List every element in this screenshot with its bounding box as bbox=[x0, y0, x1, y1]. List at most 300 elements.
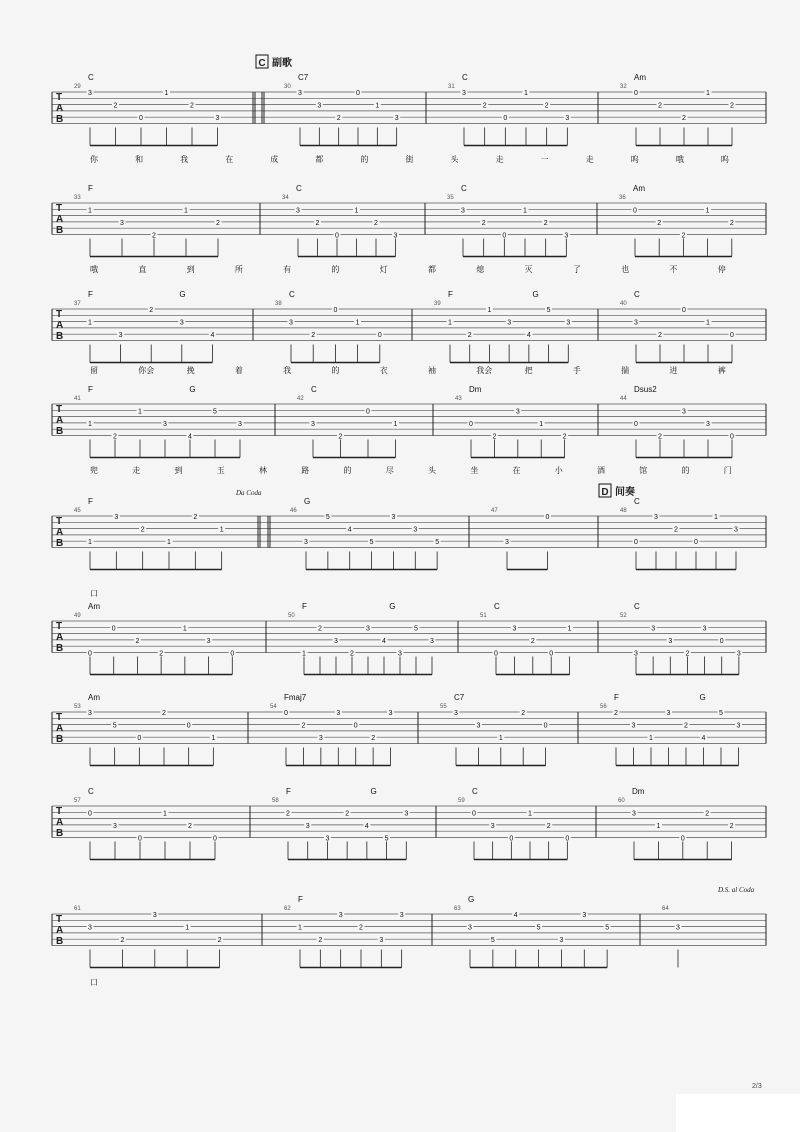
tab-clef-letter: A bbox=[56, 527, 64, 538]
fret-number: 0 bbox=[111, 625, 116, 633]
measure-number: 50 bbox=[288, 613, 295, 619]
lyric-character: 把 bbox=[524, 366, 533, 375]
fret-number: 0 bbox=[634, 539, 638, 547]
fret-number: 3 bbox=[338, 912, 343, 919]
fret-number: 5 bbox=[605, 924, 610, 932]
chord-name: G bbox=[532, 290, 539, 299]
lyric-character: 路 bbox=[301, 466, 310, 475]
fret-number: 1 bbox=[185, 924, 190, 932]
tab-clef-letter: T bbox=[56, 309, 63, 320]
fret-number: 3 bbox=[296, 207, 300, 215]
measure-number: 37 bbox=[74, 301, 81, 307]
section-title: 间奏 bbox=[615, 487, 635, 498]
fret-number: 0 bbox=[694, 539, 698, 547]
tab-clef-letter: T bbox=[56, 712, 63, 723]
fret-number: 0 bbox=[230, 650, 235, 658]
lyric-character: 你会 bbox=[138, 366, 155, 375]
fret-number: 0 bbox=[335, 232, 339, 240]
fret-number: 2 bbox=[120, 937, 125, 945]
lyric-character: 的 bbox=[343, 466, 352, 475]
fret-number: 5 bbox=[112, 722, 117, 730]
fret-number: 2 bbox=[318, 625, 322, 633]
fret-number: 2 bbox=[315, 219, 320, 227]
fret-number: 3 bbox=[391, 514, 396, 521]
fret-number: 1 bbox=[487, 307, 492, 314]
fret-number: 3 bbox=[454, 710, 458, 717]
chord-name: C bbox=[634, 602, 640, 611]
fret-number: 2 bbox=[140, 526, 145, 534]
measure-number: 59 bbox=[458, 798, 465, 804]
fret-number: 3 bbox=[318, 735, 323, 743]
fret-number: 2 bbox=[705, 810, 710, 818]
fret-number: 3 bbox=[461, 207, 465, 215]
lyric-character: 在 bbox=[225, 155, 234, 164]
page-number: 2/3 bbox=[752, 1083, 762, 1090]
fret-number: 3 bbox=[736, 722, 741, 730]
fret-number: 2 bbox=[345, 810, 350, 818]
lyric-character: 走 bbox=[495, 155, 504, 164]
fret-number: 2 bbox=[190, 102, 194, 110]
fret-number: 1 bbox=[182, 625, 187, 633]
fret-number: 3 bbox=[507, 319, 512, 327]
lyric-character: 裤 bbox=[717, 366, 726, 375]
tab-clef-letter: B bbox=[56, 114, 64, 125]
fret-number: 0 bbox=[509, 835, 514, 843]
measure-number: 63 bbox=[454, 906, 461, 912]
fret-number: 0 bbox=[682, 307, 686, 314]
fret-number: 3 bbox=[468, 924, 472, 932]
lyric-character: 哦 bbox=[675, 155, 684, 164]
fret-number: 5 bbox=[213, 408, 217, 416]
fret-number: 2 bbox=[614, 710, 618, 717]
chord-name: Am bbox=[633, 184, 645, 193]
tab-clef-letter: B bbox=[56, 734, 64, 745]
fret-number: 1 bbox=[355, 319, 360, 327]
fret-number: 1 bbox=[138, 408, 142, 416]
tab-clef-letter: A bbox=[56, 817, 64, 828]
chord-name: G bbox=[179, 290, 186, 299]
measure-number: 31 bbox=[448, 84, 455, 90]
tab-clef-letter: A bbox=[56, 415, 64, 426]
fret-number: 3 bbox=[152, 912, 157, 919]
fret-number: 0 bbox=[633, 207, 637, 215]
fret-number: 0 bbox=[138, 835, 142, 843]
lyric-character: 直 bbox=[138, 265, 147, 274]
lyric-character: 玉 bbox=[216, 466, 225, 475]
lyric-character: 兜 bbox=[90, 466, 98, 475]
chord-name: G bbox=[389, 602, 396, 611]
fret-number: 3 bbox=[651, 625, 656, 633]
fret-number: 4 bbox=[526, 332, 531, 340]
fret-number: 1 bbox=[302, 650, 306, 658]
chord-name: C bbox=[634, 290, 640, 299]
fret-number: 0 bbox=[88, 650, 92, 658]
lyric-character: 一 bbox=[540, 155, 549, 164]
fret-number: 2 bbox=[188, 822, 192, 830]
fret-number: 0 bbox=[366, 408, 370, 416]
fret-number: 3 bbox=[668, 637, 673, 645]
fret-number: 2 bbox=[162, 710, 166, 717]
fret-number: 1 bbox=[498, 735, 503, 743]
fret-number: 5 bbox=[490, 937, 495, 945]
fret-number: 1 bbox=[88, 420, 92, 428]
fret-number: 0 bbox=[137, 735, 142, 743]
fret-number: 3 bbox=[413, 526, 418, 534]
fret-number: 2 bbox=[482, 102, 487, 110]
lyric-character: 呜 bbox=[720, 155, 729, 164]
section-marker-letter: D bbox=[601, 487, 609, 498]
fret-number: 3 bbox=[512, 625, 517, 633]
tab-clef-letter: A bbox=[56, 723, 64, 734]
fret-number: 1 bbox=[88, 319, 92, 327]
fret-number: 1 bbox=[354, 207, 359, 215]
fret-number: 2 bbox=[729, 822, 734, 830]
measure-number: 33 bbox=[74, 195, 81, 201]
chord-name: Fmaj7 bbox=[284, 693, 307, 702]
fret-number: 1 bbox=[88, 539, 92, 547]
fret-number: 2 bbox=[311, 332, 316, 340]
fret-number: 3 bbox=[399, 912, 404, 919]
lyric-character: 的 bbox=[360, 155, 369, 164]
fret-number: 1 bbox=[448, 319, 452, 327]
lyric-character: 尽 bbox=[385, 466, 394, 475]
measure-number: 60 bbox=[618, 798, 625, 804]
fret-number: 2 bbox=[544, 102, 549, 110]
measure-number: 53 bbox=[74, 704, 81, 710]
lyric-character: 和 bbox=[135, 155, 144, 164]
fret-number: 3 bbox=[702, 625, 707, 633]
measure-number: 48 bbox=[620, 508, 627, 514]
tab-clef-letter: B bbox=[56, 426, 64, 437]
fret-number: 0 bbox=[356, 90, 360, 97]
measure-number: 57 bbox=[74, 798, 81, 804]
fret-number: 2 bbox=[318, 937, 323, 945]
chord-name: F bbox=[298, 895, 303, 904]
fret-number: 4 bbox=[347, 526, 352, 534]
chord-name: C7 bbox=[298, 73, 309, 82]
fret-number: 0 bbox=[494, 650, 498, 658]
fret-number: 3 bbox=[676, 924, 680, 932]
lyric-character: 的 bbox=[331, 265, 340, 274]
fret-number: 3 bbox=[565, 115, 570, 123]
lyric-character: 馆 bbox=[639, 466, 648, 475]
chord-name: Dm bbox=[632, 787, 645, 796]
fret-number: 4 bbox=[188, 433, 192, 441]
lyric-character: 都 bbox=[315, 155, 324, 164]
lyric-character: 了 bbox=[572, 265, 581, 274]
lyric-character: 我 bbox=[180, 155, 189, 164]
measure-number: 44 bbox=[620, 396, 627, 402]
fret-number: 3 bbox=[206, 637, 211, 645]
chord-name: Am bbox=[88, 602, 100, 611]
fret-number: 5 bbox=[719, 710, 723, 717]
lyric-character: 坐 bbox=[470, 466, 479, 475]
fret-number: 2 bbox=[336, 115, 341, 123]
fret-number: 3 bbox=[113, 822, 117, 830]
measure-number: 40 bbox=[620, 301, 627, 307]
fret-number: 1 bbox=[567, 625, 572, 633]
chord-name: F bbox=[88, 385, 93, 394]
fret-number: 2 bbox=[729, 219, 734, 227]
fret-number: 3 bbox=[388, 710, 393, 717]
lyric-character: 头 bbox=[428, 466, 436, 475]
chord-name: C bbox=[88, 787, 94, 796]
tab-clef-letter: A bbox=[56, 103, 64, 114]
tab-clef-letter: A bbox=[56, 632, 64, 643]
lyric-character: 揣 bbox=[621, 366, 630, 375]
lyric-character: 我会 bbox=[476, 366, 493, 375]
chord-name: C bbox=[88, 73, 94, 82]
fret-number: 3 bbox=[393, 232, 398, 240]
lyric-character: 也 bbox=[621, 265, 630, 274]
da-coda-marking: Da Coda bbox=[236, 489, 262, 497]
lyric-character: 袖 bbox=[428, 366, 436, 375]
lyric-character: 到 bbox=[174, 466, 183, 475]
fret-number: 3 bbox=[515, 408, 520, 416]
lyric-character: 口 bbox=[90, 589, 98, 598]
fret-number: 0 bbox=[353, 722, 358, 730]
fret-number: 2 bbox=[374, 219, 378, 227]
chord-name: F bbox=[88, 184, 93, 193]
fret-number: 1 bbox=[706, 90, 710, 97]
fret-number: 3 bbox=[118, 332, 123, 340]
chord-name: C bbox=[634, 497, 640, 506]
chord-name: Am bbox=[88, 693, 100, 702]
lyric-character: 呜 bbox=[630, 155, 639, 164]
lyric-character: 手 bbox=[572, 366, 581, 375]
fret-number: 3 bbox=[582, 912, 587, 919]
measure-number: 61 bbox=[74, 906, 81, 912]
fret-number: 1 bbox=[705, 207, 710, 215]
fret-number: 3 bbox=[505, 539, 509, 547]
chord-name: C7 bbox=[454, 693, 465, 702]
lyric-character: 停 bbox=[717, 265, 726, 274]
fret-number: 2 bbox=[658, 332, 662, 340]
measure-number: 62 bbox=[284, 906, 291, 912]
fret-number: 3 bbox=[564, 232, 569, 240]
chord-name: C bbox=[462, 73, 468, 82]
fret-number: 2 bbox=[217, 937, 222, 945]
lyric-character: 走 bbox=[132, 466, 141, 475]
chord-name: F bbox=[88, 497, 93, 506]
measure-number: 38 bbox=[275, 301, 282, 307]
measure-number: 32 bbox=[620, 84, 627, 90]
section-marker-letter: C bbox=[258, 58, 266, 69]
tab-clef-letter: T bbox=[56, 914, 63, 925]
chord-name: C bbox=[461, 184, 467, 193]
fret-number: 3 bbox=[632, 810, 636, 818]
measure-number: 29 bbox=[74, 84, 81, 90]
fret-number: 2 bbox=[684, 722, 688, 730]
lyric-character: 成 bbox=[270, 155, 279, 164]
fret-number: 3 bbox=[215, 115, 220, 123]
lyric-character: 不 bbox=[669, 265, 678, 274]
fret-number: 3 bbox=[734, 526, 738, 534]
fret-number: 0 bbox=[549, 650, 554, 658]
fret-number: 3 bbox=[88, 710, 92, 717]
fret-number: 1 bbox=[219, 526, 224, 534]
fret-number: 3 bbox=[379, 937, 384, 945]
fret-number: 2 bbox=[562, 433, 567, 441]
tab-clef-letter: B bbox=[56, 538, 64, 549]
fret-number: 3 bbox=[634, 319, 638, 327]
ds-al-coda-marking: D.S. al Coda bbox=[718, 886, 755, 894]
fret-number: 5 bbox=[384, 835, 389, 843]
fret-number: 2 bbox=[674, 526, 678, 534]
fret-number: 3 bbox=[404, 810, 409, 818]
fret-number: 2 bbox=[149, 307, 154, 314]
fret-number: 1 bbox=[528, 810, 532, 818]
measure-number: 36 bbox=[619, 195, 626, 201]
chord-name: C bbox=[296, 184, 302, 193]
fret-number: 5 bbox=[546, 307, 551, 314]
lyric-character: 街 bbox=[405, 155, 414, 164]
fret-number: 3 bbox=[114, 514, 119, 521]
tab-clef-letter: B bbox=[56, 936, 64, 947]
fret-number: 3 bbox=[559, 937, 564, 945]
fret-number: 3 bbox=[654, 514, 658, 521]
measure-number: 42 bbox=[297, 396, 304, 402]
fret-number: 0 bbox=[680, 835, 685, 843]
fret-number: 5 bbox=[414, 625, 418, 633]
fret-number: 2 bbox=[658, 433, 662, 441]
fret-number: 1 bbox=[523, 207, 527, 215]
chord-name: C bbox=[289, 290, 295, 299]
fret-number: 3 bbox=[317, 102, 322, 110]
chord-name: G bbox=[304, 497, 311, 506]
fret-number: 2 bbox=[658, 102, 662, 110]
fret-number: 2 bbox=[467, 332, 472, 340]
fret-number: 3 bbox=[238, 420, 242, 428]
fret-number: 0 bbox=[565, 835, 570, 843]
lyric-character: 所 bbox=[234, 265, 243, 274]
fret-number: 0 bbox=[469, 420, 473, 428]
fret-number: 3 bbox=[334, 637, 338, 645]
measure-number: 58 bbox=[272, 798, 279, 804]
fret-number: 3 bbox=[179, 319, 184, 327]
fret-number: 3 bbox=[666, 710, 671, 717]
chord-name: Dsus2 bbox=[634, 385, 657, 394]
fret-number: 0 bbox=[545, 514, 550, 521]
fret-number: 2 bbox=[113, 102, 118, 110]
fret-number: 5 bbox=[536, 924, 541, 932]
chord-name: C bbox=[494, 602, 500, 611]
fret-number: 3 bbox=[631, 722, 636, 730]
chord-name: F bbox=[448, 290, 453, 299]
tab-clef-letter: T bbox=[56, 404, 63, 415]
fret-number: 3 bbox=[311, 420, 315, 428]
fret-number: 5 bbox=[325, 514, 330, 521]
fret-number: 2 bbox=[301, 722, 306, 730]
fret-number: 2 bbox=[546, 822, 551, 830]
fret-number: 2 bbox=[286, 810, 290, 818]
fret-number: 3 bbox=[736, 650, 741, 658]
chord-name: C bbox=[311, 385, 317, 394]
fret-number: 0 bbox=[634, 90, 638, 97]
lyric-character: 口 bbox=[90, 978, 98, 987]
fret-number: 0 bbox=[139, 115, 143, 123]
fret-number: 3 bbox=[366, 625, 370, 633]
fret-number: 3 bbox=[430, 637, 434, 645]
fret-number: 3 bbox=[298, 90, 302, 97]
chord-name: G bbox=[468, 895, 475, 904]
measure-number: 35 bbox=[447, 195, 454, 201]
fret-number: 2 bbox=[113, 433, 117, 441]
fret-number: 1 bbox=[649, 735, 653, 743]
fret-number: 4 bbox=[701, 735, 706, 743]
fret-number: 2 bbox=[530, 637, 535, 645]
lyric-character: 衣 bbox=[379, 366, 388, 375]
fret-number: 0 bbox=[213, 835, 217, 843]
fret-number: 1 bbox=[656, 822, 661, 830]
fret-number: 3 bbox=[398, 650, 402, 658]
chord-name: G bbox=[189, 385, 196, 394]
measure-number: 46 bbox=[290, 508, 297, 514]
fret-number: 0 bbox=[377, 332, 382, 340]
tab-clef-letter: T bbox=[56, 516, 63, 527]
measure-number: 64 bbox=[662, 906, 669, 912]
measure-number: 54 bbox=[270, 704, 277, 710]
fret-number: 3 bbox=[462, 90, 466, 97]
fret-number: 2 bbox=[193, 514, 198, 521]
fret-number: 3 bbox=[490, 822, 495, 830]
measure-number: 56 bbox=[600, 704, 607, 710]
fret-number: 4 bbox=[382, 637, 386, 645]
fret-number: 2 bbox=[682, 115, 686, 123]
fret-number: 1 bbox=[167, 539, 171, 547]
fret-number: 3 bbox=[336, 710, 341, 717]
fret-number: 1 bbox=[375, 102, 380, 110]
fret-number: 1 bbox=[393, 420, 398, 428]
lyric-character: 酒 bbox=[597, 466, 605, 475]
fret-number: 3 bbox=[706, 420, 710, 428]
fret-number: 2 bbox=[521, 710, 526, 717]
fret-number: 2 bbox=[159, 650, 164, 658]
tab-clef-letter: B bbox=[56, 331, 64, 342]
fret-number: 2 bbox=[543, 219, 548, 227]
lyric-character: 门 bbox=[723, 466, 732, 475]
measure-number: 55 bbox=[440, 704, 447, 710]
fret-number: 1 bbox=[211, 735, 216, 743]
fret-number: 2 bbox=[730, 102, 734, 110]
tab-clef-letter: B bbox=[56, 643, 64, 654]
lyric-character: 走 bbox=[585, 155, 594, 164]
fret-number: 2 bbox=[135, 637, 140, 645]
fret-number: 2 bbox=[685, 650, 690, 658]
fret-number: 1 bbox=[184, 207, 188, 215]
fret-number: 0 bbox=[543, 722, 548, 730]
chord-name: G bbox=[370, 787, 377, 796]
lyric-character: 挽 bbox=[186, 366, 195, 375]
fret-number: 1 bbox=[163, 810, 167, 818]
fret-number: 2 bbox=[492, 433, 497, 441]
lyric-character: 留 bbox=[90, 366, 98, 375]
lyric-character: 到 bbox=[186, 265, 195, 274]
fret-number: 0 bbox=[472, 810, 476, 818]
chord-name: F bbox=[614, 693, 619, 702]
lyric-character: 的 bbox=[331, 366, 340, 375]
tab-clef-letter: B bbox=[56, 225, 64, 236]
lyric-character: 的 bbox=[681, 466, 690, 475]
measure-number: 47 bbox=[491, 508, 498, 514]
tab-clef-letter: B bbox=[56, 828, 64, 839]
lyric-character: 灯 bbox=[379, 265, 388, 274]
fret-number: 2 bbox=[657, 219, 662, 227]
fret-number: 0 bbox=[333, 307, 338, 314]
lyric-character: 有 bbox=[283, 265, 292, 274]
tab-clef-letter: T bbox=[56, 621, 63, 632]
fret-number: 0 bbox=[719, 637, 724, 645]
